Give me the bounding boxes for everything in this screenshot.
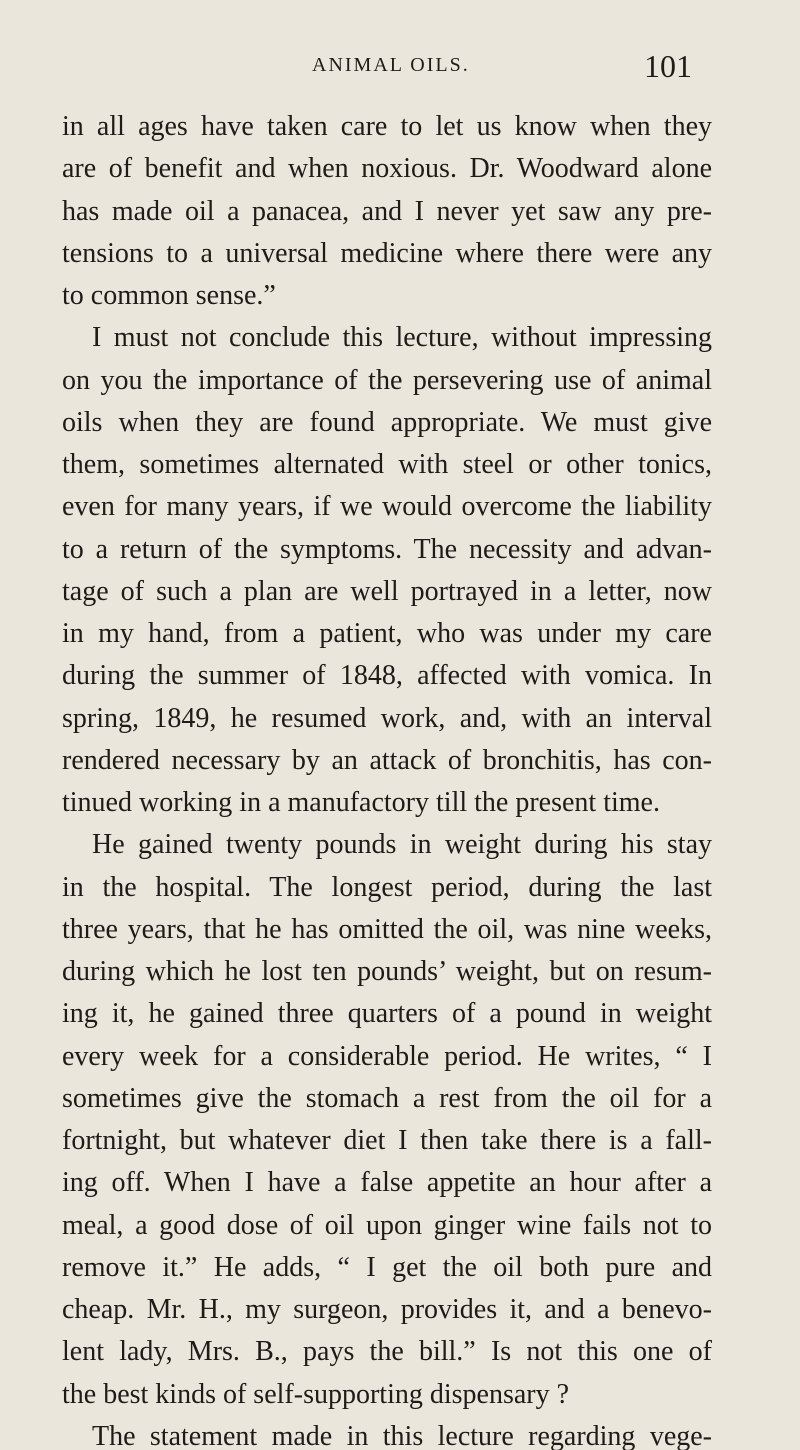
running-head [0, 48, 800, 88]
text-line: in my hand, from a patient, who was under my care [62, 618, 712, 649]
text-line: are of benefit and when noxious. Dr. Woodward alone [62, 153, 712, 185]
text-line: has made oil a panacea, and I never yet saw any pre- [62, 195, 712, 227]
text-line: them, sometimes alternated with steel or other tonics, [62, 449, 712, 480]
text-line: tage of such a plan are well portrayed in a letter, now [62, 575, 712, 607]
text-line: ing off. When I have a false appetite an hour after a [62, 1167, 712, 1199]
text-line: sometimes give the stomach a rest from the oil for a [62, 1082, 712, 1114]
text-line: cheap. Mr. H., my surgeon, provides it, and a benevo- [62, 1294, 712, 1325]
running-head-title: ANIMAL OILS. [312, 54, 470, 76]
text-line: tensions to a universal medicine where there were any [62, 237, 712, 269]
text-line: three years, that he has omitted the oil, was nine weeks, [62, 913, 712, 945]
text-line: to common sense.” [62, 280, 276, 311]
text-line: tinued working in a manufactory till the present time. [62, 787, 660, 818]
text-line: spring, 1849, he resumed work, and, with an interval [62, 702, 712, 734]
text-line: remove it.” He adds, “ I get the oil both pure and [62, 1251, 712, 1283]
text-line: rendered necessary by an attack of bronchitis, has con- [62, 744, 712, 776]
text-line: The statement made in this lecture regarding vege- [92, 1420, 712, 1450]
text-line: in all ages have taken care to let us know when they [62, 111, 712, 142]
text-line: even for many years, if we would overcome the liability [62, 491, 712, 523]
text-line: during the summer of 1848, affected with vomica. In [62, 660, 712, 692]
text-line: every week for a considerable period. He writes, “ I [62, 1040, 712, 1072]
text-line: I must not conclude this lecture, without impressing [92, 322, 712, 354]
page-number: 101 [644, 48, 692, 84]
text-line: to a return of the symptoms. The necessity and advan- [62, 533, 712, 565]
text-line: meal, a good dose of oil upon ginger wine fails not to [62, 1209, 712, 1241]
text-line: in the hospital. The longest period, during the last [62, 871, 712, 903]
text-line: the best kinds of self-supporting dispensary ? [62, 1378, 570, 1410]
text-line: during which he lost ten pounds’ weight, but on resum- [62, 956, 712, 987]
text-line: on you the importance of the persevering use of animal [62, 364, 712, 396]
text-line: ing it, he gained three quarters of a pound in weight [62, 998, 712, 1030]
text-line: He gained twenty pounds in weight during his stay [92, 829, 712, 861]
text-line: lent lady, Mrs. B., pays the bill.” Is not this one of [62, 1336, 712, 1368]
body-text [62, 106, 712, 1450]
text-line: fortnight, but whatever diet I then take there is a fall- [62, 1125, 712, 1156]
text-line: oils when they are found appropriate. We must give [62, 406, 712, 438]
